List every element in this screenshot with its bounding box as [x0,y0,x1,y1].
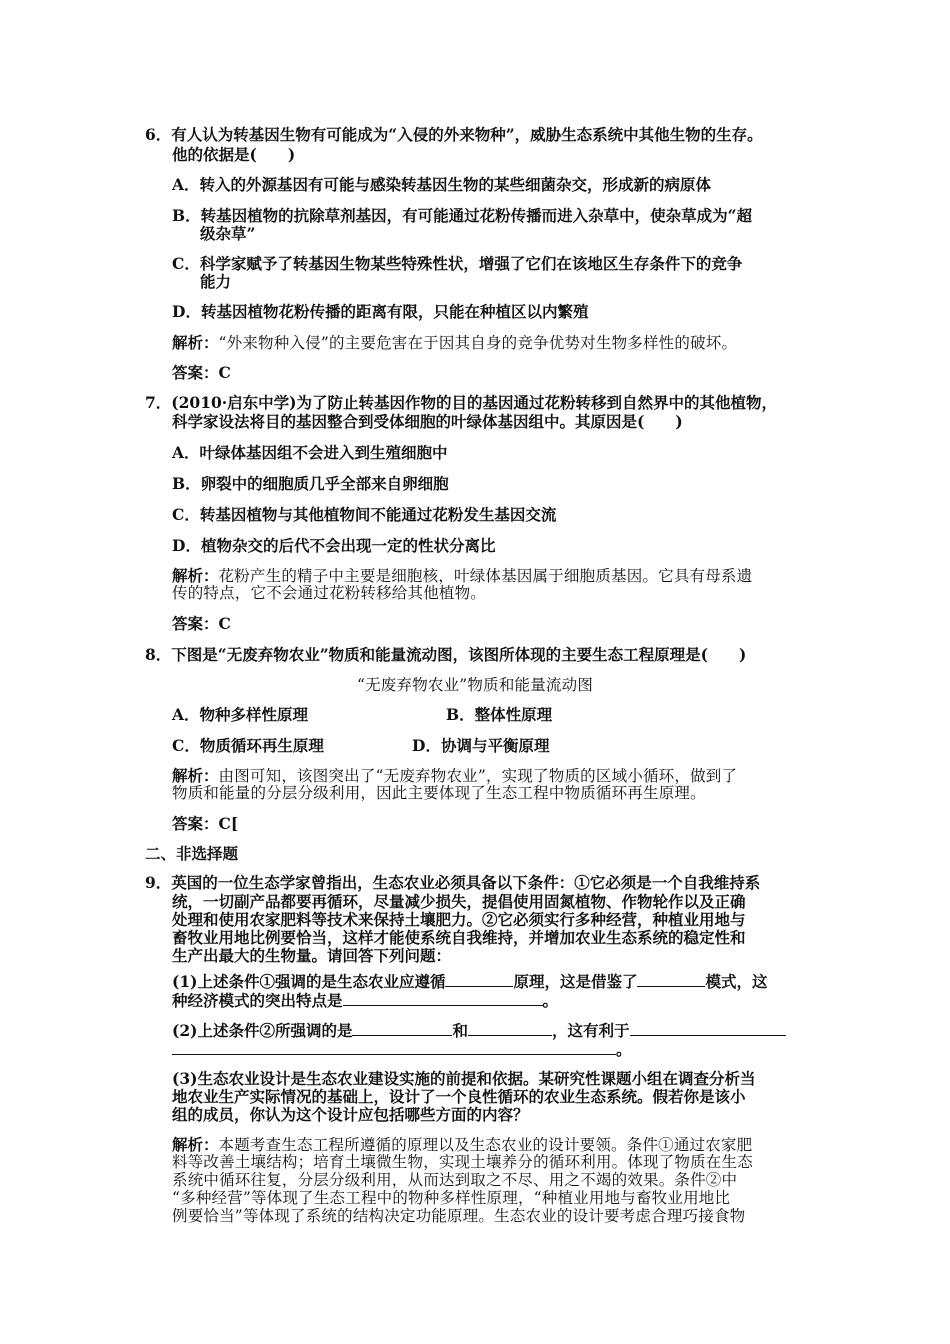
q9-part1-line1 [172,971,768,991]
q9-part1-line2 [172,990,558,1010]
q8-option-c: C．物质循环再生原理 [172,736,324,755]
q9-part1-text-b: 原理，这是借鉴了 [513,972,638,991]
q6-stem-line2: 他的依据是( ) [172,145,296,164]
q8-answer: 答案：C[ [172,814,239,833]
q8-option-a: A．物种多样性原理 [172,705,309,724]
q9-stem-line5: 生产出最大的生物量。请回答下列问题： [172,946,452,965]
q9-part1-text-c: 模式，这 [705,972,768,991]
q9-explanation-line2: 料等改善土壤结构；培育土壤微生物，实现土壤养分的循环利用。体现了物质在生态 [172,1153,753,1171]
q7-option-c: C．转基因植物与其他植物间不能通过花粉发生基因交流 [172,505,557,524]
q6-option-d: D．转基因植物花粉传播的距离有限，只能在种植区以内繁殖 [172,302,589,321]
q7-stem-line2: 科学家设法将目的基因整合到受体细胞的叶绿体基因组中。其原因是( ) [172,412,683,431]
q9-part2-blank-1[interactable] [352,1020,452,1036]
q8-explanation-label: 解析： [172,766,219,785]
q9-part2-blank-2[interactable] [468,1020,552,1036]
q7-option-d: D．植物杂交的后代不会出现一定的性状分离比 [172,536,496,555]
q7-stem-line1: 7．(2010·启东中学)为了防止转基因作物的目的基因通过花粉转移到自然界中的其他植物， [145,393,777,412]
q9-part3-line2: 地农业生产实际情况的基础上，设计了一个良性循环的农业生态系统。假若你是该小 [172,1087,746,1106]
q6-answer: 答案：C [172,363,231,382]
q9-part2-text-e: 。 [616,1040,632,1059]
q7-explanation-line2: 传的特点，它不会通过花粉转移给其他植物。 [172,584,487,602]
q9-stem-line2: 统，一切副产品都要再循环，尽量减少损失，提倡使用固氮植物、作物轮作以及正确 [172,892,746,911]
q8-option-b: B．整体性原理 [446,705,553,724]
q9-part2-blank-3[interactable] [630,1020,786,1036]
q6-explanation-text: “外来物种入侵”的主要危害在于因其自身的竞争优势对生物多样性的破坏。 [218,334,738,352]
q6-option-b-line1: B．转基因植物的抗除草剂基因，有可能通过花粉传播而进入杂草中，使杂草成为“超 [172,206,753,225]
q6-option-a: A．转入的外源基因有可能与感染转基因生物的某些细菌杂交，形成新的病原体 [172,175,712,194]
q9-part1-text-d: 种经济模式的突出特点是 [172,991,343,1010]
q6-option-c-line2: 能力 [200,272,232,291]
q9-part2-text-a: (2)上述条件②所强调的是 [172,1021,353,1040]
q6-stem-line1: 6．有人认为转基因生物有可能成为“入侵的外来物种”，威胁生态系统中其他生物的生存。 [145,125,763,144]
q9-part3-line3: 组的成员，你认为这个设计应包括哪些方面的内容？ [172,1105,529,1124]
q8-explanation-line1 [172,766,737,786]
q8-figure-title: “无废弃物农业”物质和能量流动图 [356,676,594,694]
q9-explanation-line5: 例要恰当”等体现了系统的结构决定功能原理。生态农业的设计要考虑合理巧接食物 [172,1207,746,1225]
q9-part2-line2 [172,1039,632,1059]
q9-part3-line1: (3)生态农业设计是生态农业建设实施的前提和依据。某研究性课题小组在调查分析当 [172,1069,756,1088]
q7-explanation-label: 解析： [172,566,219,585]
q8-explanation-text-1: 由图可知，该图突出了“无废弃物农业”，实现了物质的区域小循环，做到了 [218,767,738,785]
q9-explanation-label: 解析： [172,1135,219,1154]
q9-part2-text-c: ，这有利于 [551,1021,630,1040]
q6-option-c-line1: C．科学家赋予了转基因生物某些特殊性状，增强了它们在该地区生存条件下的竞争 [172,254,743,273]
q9-part2-line1 [172,1020,786,1040]
q7-answer: 答案：C [172,614,231,633]
q9-part1-text-e: 。 [542,991,559,1010]
q7-option-a: A．叶绿体基因组不会进入到生殖细胞中 [172,443,448,462]
section-heading: 二、非选择题 [145,844,239,863]
q9-stem-line4: 畜牧业用地比例要恰当，这样才能使系统自我维持，并增加农业生态系统的稳定性和 [172,928,746,947]
q8-option-d: D．协调与平衡原理 [412,736,550,755]
q9-part2-text-b: 和 [452,1021,468,1040]
q7-explanation-text-1: 花粉产生的精子中主要是细胞核，叶绿体基因属于细胞质基因。它具有母系遗 [218,567,753,585]
q9-part1-blank-3[interactable] [343,990,543,1006]
q6-explanation-label: 解析： [172,333,219,352]
q9-explanation-line1 [172,1135,752,1155]
q6-explanation [172,333,737,353]
q9-part1-blank-1[interactable] [445,971,513,987]
q9-part1-blank-2[interactable] [637,971,705,987]
q9-part1-text-a: (1)上述条件①强调的是生态农业应遵循 [172,972,446,991]
q9-stem-line3: 处理和使用农家肥料等技术来保持土壤肥力。②它必须实行多种经营，种植业用地与 [172,910,746,929]
q8-stem: 8．下图是“无废弃物农业”物质和能量流动图，该图所体现的主要生态工程原理是( ) [145,645,747,664]
q8-explanation-line2: 物质和能量的分层分级利用，因此主要体现了生态工程中物质循环再生原理。 [172,784,706,802]
q9-explanation-line3: 系统中循环往复，分层分级利用，从而达到取之不尽、用之不竭的效果。条件②中 [172,1171,738,1189]
q6-option-b-line2: 级杂草” [200,224,256,243]
q9-part2-blank-4[interactable] [172,1039,616,1055]
q9-stem-line1: 9．英国的一位生态学家曾指出，生态农业必须具备以下条件：①它必须是一个自我维持系 [145,873,761,892]
q7-explanation-line1 [172,566,752,586]
q7-option-b: B．卵裂中的细胞质几乎全部来自卵细胞 [172,474,449,493]
q9-explanation-line4: “多种经营”等体现了生态工程中的物种多样性原理，“种植业用地与畜牧业用地比 [172,1189,731,1207]
q9-explanation-text-1: 本题考查生态工程所遵循的原理以及生态农业的设计要领。条件①通过农家肥 [218,1136,753,1154]
